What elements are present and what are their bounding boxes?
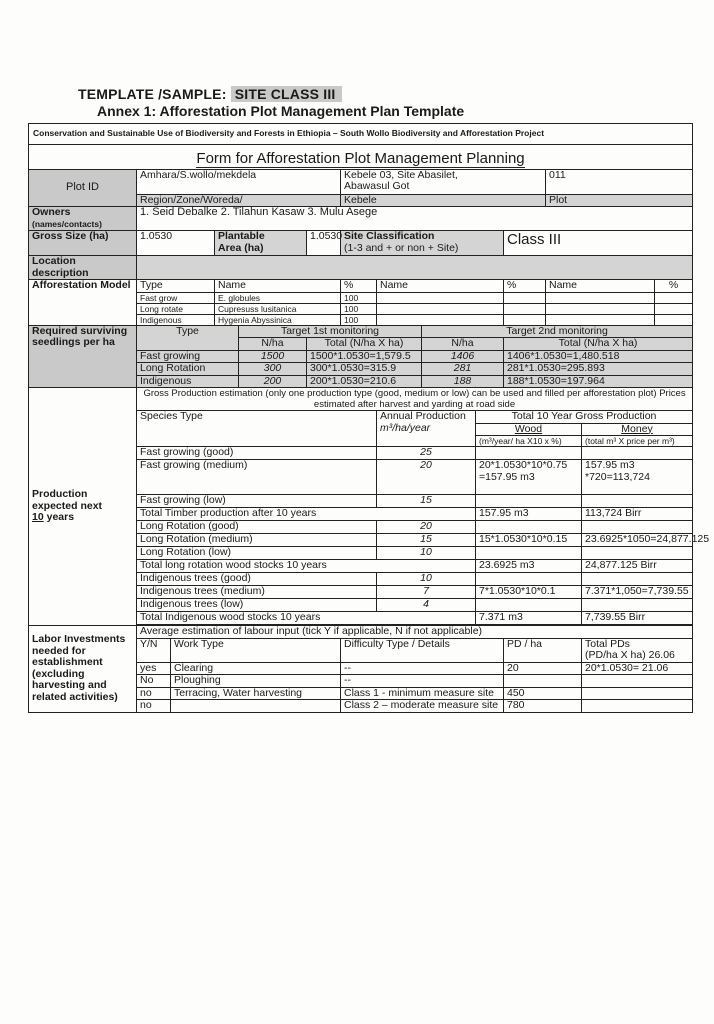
production-annual: 4: [377, 599, 476, 612]
model-row-name: Cupresuss lusitanica: [215, 303, 341, 314]
labor-total: [582, 675, 693, 688]
production-annual: 10: [377, 547, 476, 560]
production-species: Indigenous trees (medium): [137, 586, 377, 599]
production-money: [582, 521, 693, 534]
labor-total: [582, 700, 693, 713]
production-wood: 157.95 m3: [476, 508, 582, 521]
seedling-t2: 188*1.0530=197.964: [504, 375, 693, 388]
seedling-n2: 188: [422, 375, 504, 388]
seedling-n1: 300: [239, 363, 307, 376]
production-annual: 25: [377, 447, 476, 460]
production-annual: 7: [377, 586, 476, 599]
production-species: Fast growing (good): [137, 447, 377, 460]
site-class-value: Class III: [504, 231, 693, 256]
model-header-type: Type: [137, 280, 215, 293]
production-wood: 7*1.0530*10*0.1: [476, 586, 582, 599]
plantable-label: Plantable Area (ha): [215, 231, 307, 256]
region-label: Region/Zone/Woreda/: [137, 194, 341, 207]
site-class-label: Site Classification (1-3 and + or non + Site): [341, 231, 504, 256]
model-header-pct: %: [341, 280, 377, 293]
labor-header-difficulty: Difficulty Type / Details: [341, 638, 504, 662]
seedling-n1: 200: [239, 375, 307, 388]
total-header-1: Total (N/ha X ha): [307, 338, 422, 351]
annex-title: Annex 1: Afforestation Plot Management Plan Template: [97, 103, 465, 119]
gross-size-label: Gross Size (ha): [29, 231, 137, 256]
labor-note: Average estimation of labour input (tick Y if applicable, N if not applicable): [137, 626, 693, 639]
plantable-value: 1.0530: [307, 231, 341, 256]
production-money: 23.6925*1050=24,877.125: [582, 534, 693, 547]
production-money: [582, 495, 693, 508]
model-row-pct: 100: [341, 303, 377, 314]
production-annual: 10: [377, 573, 476, 586]
production-wood: 23.6925 m3: [476, 560, 582, 573]
plot-value: 011: [546, 169, 693, 194]
seedlings-label: Required surviving seedlings per ha: [29, 325, 137, 388]
labor-work: [171, 700, 341, 713]
project-title: Conservation and Sustainable Use of Biodiversity and Forests in Ethiopia – South Wollo Biodiversity and Afforestation Project: [29, 124, 693, 145]
site-class-highlight: SITE CLASS III: [231, 86, 342, 102]
form-title: Form for Afforestation Plot Management Planning: [29, 144, 693, 169]
production-species: Indigenous trees (low): [137, 599, 377, 612]
production-wood: [476, 573, 582, 586]
labor-header-work: Work Type: [171, 638, 341, 662]
production-species: Long Rotation (medium): [137, 534, 377, 547]
production-total: Total Indigenous wood stocks 10 years: [137, 612, 476, 625]
seedling-t1: 300*1.0530=315.9: [307, 363, 422, 376]
production-annual: 15: [377, 534, 476, 547]
labor-difficulty: Class 2 – moderate measure site: [341, 700, 504, 713]
form-document: [28, 123, 710, 713]
model-header-name: Name: [215, 280, 341, 293]
plan-table: [28, 123, 710, 713]
production-money: [582, 573, 693, 586]
production-money: [582, 547, 693, 560]
seedling-t1: 200*1.0530=210.6: [307, 375, 422, 388]
production-money: 7.371*1,050=7,739.55: [582, 586, 693, 599]
production-annual: 20: [377, 460, 476, 495]
seedling-n1: 1500: [239, 350, 307, 363]
production-note: Gross Production estimation (only one production type (good, medium or low) can be used and filled per afforestation plot) Prices estimated after harvest and yarding at road side: [137, 388, 693, 411]
labor-work: Terracing, Water harvesting: [171, 687, 341, 700]
production-wood: 15*1.0530*10*0.15: [476, 534, 582, 547]
kebele-value: Kebele 03, Site Abasilet, Abawasul Got: [341, 169, 546, 194]
production-wood: [476, 447, 582, 460]
labor-pd: 780: [504, 700, 582, 713]
template-heading: [78, 86, 342, 102]
labor-yn: no: [137, 687, 171, 700]
production-money: 24,877.125 Birr: [582, 560, 693, 573]
model-row-type: Fast grow: [137, 292, 215, 303]
wood-unit: (m³/year/ ha X10 x %): [476, 436, 582, 447]
labor-yn: no: [137, 700, 171, 713]
labor-header-total: Total PDs (PD/ha X ha) 26.06: [582, 638, 693, 662]
production-species: Long Rotation (low): [137, 547, 377, 560]
production-money: [582, 447, 693, 460]
production-wood: [476, 495, 582, 508]
seedling-t1: 1500*1.0530=1,579.5: [307, 350, 422, 363]
nha-header-2: N/ha: [422, 338, 504, 351]
labor-pd: 450: [504, 687, 582, 700]
location-label: Location description: [29, 256, 137, 280]
seedling-type: Long Rotation: [137, 363, 239, 376]
model-header-pct2: %: [504, 280, 546, 293]
region-value: Amhara/S.wollo/mekdela: [137, 169, 341, 194]
location-value: [137, 256, 693, 280]
production-wood: 20*1.0530*10*0.75 =157.95 m3: [476, 460, 582, 495]
production-money: [582, 599, 693, 612]
labor-label: Labor Investments needed for establishment (excluding harvesting and related activities): [29, 626, 137, 713]
model-row-pct: 100: [341, 314, 377, 325]
labor-pd: [504, 675, 582, 688]
production-money: 157.95 m3 *720=113,724: [582, 460, 693, 495]
species-type-header: Species Type: [137, 411, 377, 447]
total-header-2: Total (N/ha X ha): [504, 338, 693, 351]
money-header: Money: [582, 423, 693, 436]
kebele-label: Kebele: [341, 194, 546, 207]
labor-work: Clearing: [171, 662, 341, 675]
labor-difficulty: --: [341, 675, 504, 688]
production-annual: 15: [377, 495, 476, 508]
owners-value: 1. Seid Debalke 2. Tilahun Kasaw 3. Mulu Asege: [137, 207, 693, 231]
model-header-pct3: %: [655, 280, 693, 293]
seedling-n2: 1406: [422, 350, 504, 363]
production-total: Total Timber production after 10 years: [137, 508, 476, 521]
owners-label: Owners (names/contacts): [29, 207, 137, 231]
production-wood: [476, 547, 582, 560]
labor-work: Ploughing: [171, 675, 341, 688]
model-row-name: E. globules: [215, 292, 341, 303]
seedling-n2: 281: [422, 363, 504, 376]
seedling-type: Indigenous: [137, 375, 239, 388]
model-row-name: Hygenia Abyssinica: [215, 314, 341, 325]
model-header-name3: Name: [546, 280, 655, 293]
production-species: Fast growing (medium): [137, 460, 377, 495]
labor-difficulty: Class 1 - minimum measure site: [341, 687, 504, 700]
production-label: Production expected next 10 years: [29, 388, 137, 626]
production-species: Long Rotation (good): [137, 521, 377, 534]
labor-total: [582, 687, 693, 700]
model-header-name2: Name: [377, 280, 504, 293]
template-label: TEMPLATE /SAMPLE:: [78, 86, 227, 102]
production-annual: 20: [377, 521, 476, 534]
production-species: Indigenous trees (good): [137, 573, 377, 586]
plot-id-label: Plot ID: [29, 169, 137, 207]
production-money: 7,739.55 Birr: [582, 612, 693, 625]
labor-total: 20*1.0530= 21.06: [582, 662, 693, 675]
seedlings-type-header: Type: [137, 325, 239, 350]
total-production-header: Total 10 Year Gross Production: [476, 411, 693, 424]
seedling-t2: 281*1.0530=295.893: [504, 363, 693, 376]
labor-difficulty: --: [341, 662, 504, 675]
seedling-t2: 1406*1.0530=1,480.518: [504, 350, 693, 363]
gross-size-value: 1.0530: [137, 231, 215, 256]
production-species: Fast growing (low): [137, 495, 377, 508]
production-money: 113,724 Birr: [582, 508, 693, 521]
production-wood: 7.371 m3: [476, 612, 582, 625]
nha-header-1: N/ha: [239, 338, 307, 351]
money-unit: (total m³ X price per m³): [582, 436, 693, 447]
annual-production-header: Annual Production m³/ha/year: [377, 411, 476, 447]
production-wood: [476, 599, 582, 612]
labor-header-pd: PD / ha: [504, 638, 582, 662]
target2-header: Target 2nd monitoring: [422, 325, 693, 338]
model-row-type: Long rotate: [137, 303, 215, 314]
labor-yn: No: [137, 675, 171, 688]
production-wood: [476, 521, 582, 534]
labor-pd: 20: [504, 662, 582, 675]
seedling-type: Fast growing: [137, 350, 239, 363]
model-row-type: Indigenous: [137, 314, 215, 325]
wood-header: Wood: [476, 423, 582, 436]
production-total: Total long rotation wood stocks 10 years: [137, 560, 476, 573]
afforestation-model-label: Afforestation Model: [29, 280, 137, 326]
target1-header: Target 1st monitoring: [239, 325, 422, 338]
labor-header-yn: Y/N: [137, 638, 171, 662]
model-row-pct: 100: [341, 292, 377, 303]
plot-label: Plot: [546, 194, 693, 207]
labor-yn: yes: [137, 662, 171, 675]
